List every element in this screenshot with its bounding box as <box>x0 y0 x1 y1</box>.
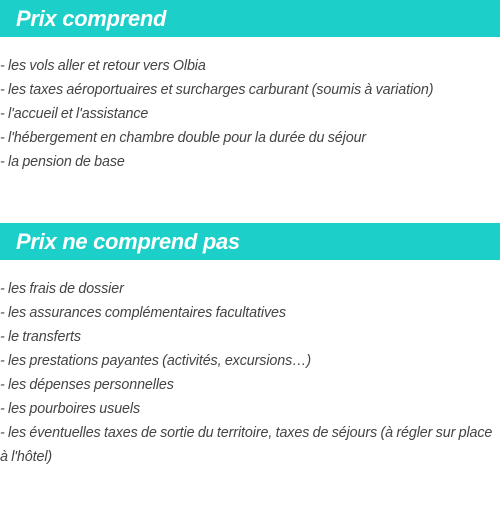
list-item: - les assurances complémentaires facultatives <box>0 305 286 321</box>
list-item: - le transferts <box>0 329 81 345</box>
list-item: - l'accueil et l'assistance <box>0 106 149 122</box>
list-item: - les frais de dossier <box>0 281 124 297</box>
price-includes-title: Prix comprend <box>16 5 167 31</box>
list-item: - les taxes aéroportuaires et surcharges carburant (soumis à variation) <box>0 82 434 98</box>
price-excludes-header <box>0 223 500 260</box>
price-includes-list <box>0 54 500 174</box>
list-item: - les prestations payantes (activités, excursions…) <box>0 353 312 369</box>
list-item: - la pension de base <box>0 154 125 170</box>
price-includes-header <box>0 0 500 37</box>
list-item: - l'hébergement en chambre double pour la durée du séjour <box>0 130 367 146</box>
list-item: - les dépenses personnelles <box>0 377 174 393</box>
list-item: - les vols aller et retour vers Olbia <box>0 58 206 74</box>
list-item: - les éventuelles taxes de sortie du territoire, taxes de séjours (à régler sur place à l'hôtel) <box>0 425 493 465</box>
price-excludes-list <box>0 277 500 469</box>
list-item: - les pourboires usuels <box>0 401 141 417</box>
price-excludes-title: Prix ne comprend pas <box>16 228 240 254</box>
